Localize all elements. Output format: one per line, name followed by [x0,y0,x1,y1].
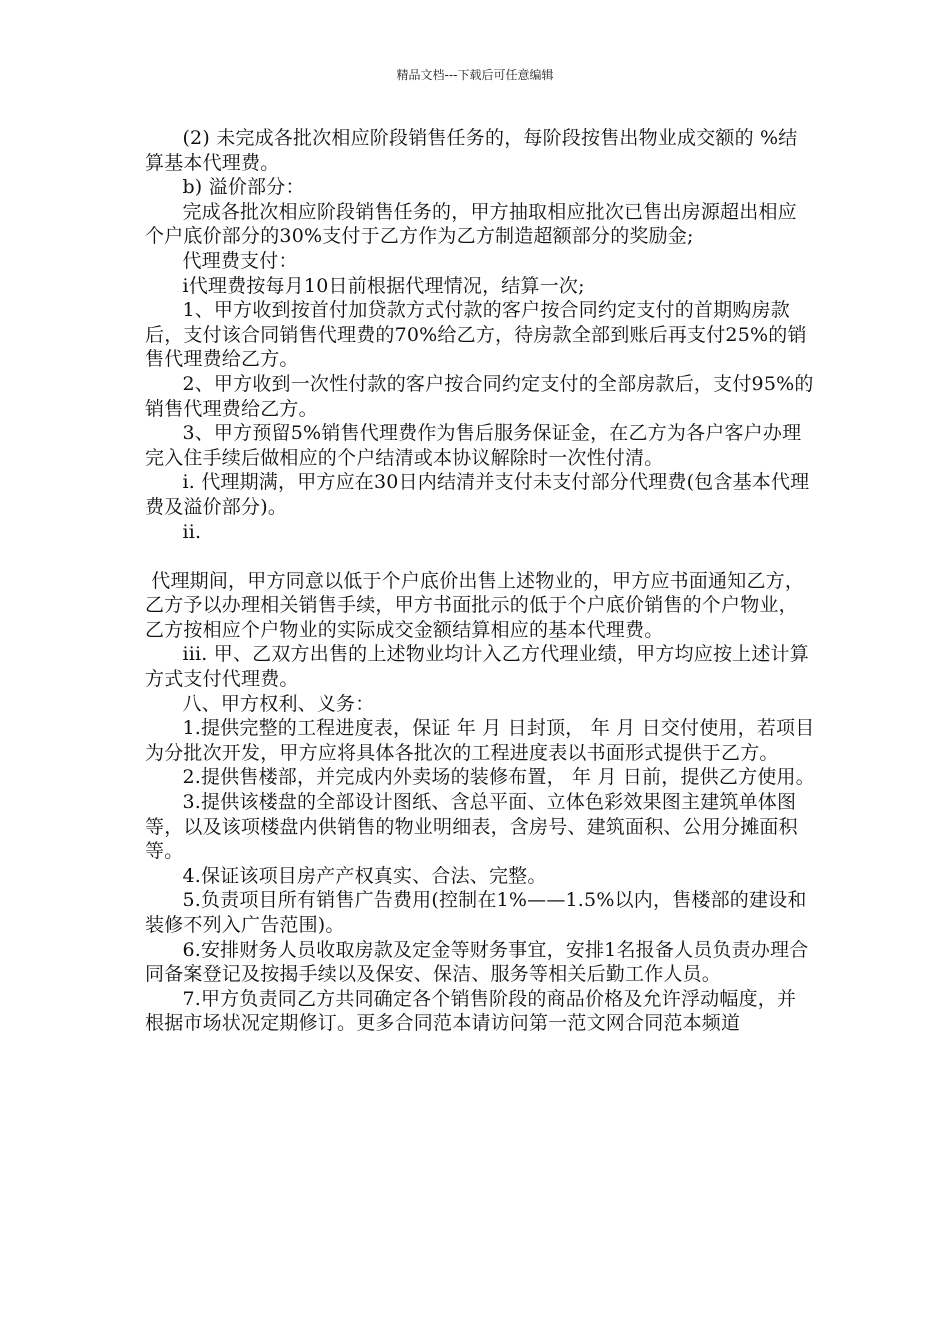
paragraph: 3.提供该楼盘的全部设计图纸、含总平面、立体色彩效果图主建筑单体图等，以及该项楼盘内供销售的物业明细表，含房号、建筑面积、公用分摊面积等。 [145,791,798,863]
paragraph: 2.提供售楼部，并完成内外卖场的装修布置， 年 月 日前，提供乙方使用。 [145,766,815,789]
paragraph: 1、甲方收到按首付加贷款方式付款的客户按合同约定支付的首期购房款后，支付该合同销售代理费的70%给乙方，待房款全部到账后再支付25%的销售代理费给乙方。 [145,299,807,371]
section-heading: 八、甲方权利、义务： [145,692,375,715]
paragraph: 完成各批次相应阶段销售任务的，甲方抽取相应批次已售出房源超出相应个户底价部分的30%支付于乙方作为乙方制造超额部分的奖励金; [145,200,797,248]
paragraph: i. 代理期满，甲方应在30日内结清并支付未支付部分代理费(包含基本代理费及溢价部分)。 [145,471,810,518]
paragraph: b) 溢价部分： [145,176,305,199]
document-body [145,126,815,1036]
paragraph: 3、甲方预留5%销售代理费作为售后服务保证金，在乙方为各户客户办理完入住手续后做相应的个户结清或本协议解除时一次性付清。 [145,422,802,469]
paragraph: ii. [145,520,202,543]
paragraph: i代理费按每月10日前根据代理情况，结算一次; [145,274,585,297]
paragraph: 4.保证该项目房产产权真实、合法、完整。 [145,864,547,887]
paragraph: 7.甲方负责同乙方共同确定各个销售阶段的商品价格及允许浮动幅度，并根据市场状况定期修订。更多合同范本请访问第一范文网合同范本频道 [145,987,797,1035]
page-header: 精品文档---下载后可任意编辑 [396,68,554,82]
paragraph: 代理费支付： [145,249,298,272]
paragraph: 5.负责项目所有销售广告费用(控制在1%——1.5%以内，售楼部的建设和装修不列入广告范围)。 [145,889,807,936]
paragraph: 2、甲方收到一次性付款的客户按合同约定支付的全部房款后，支付95%的销售代理费给乙方。 [145,372,814,420]
paragraph: 6.安排财务人员收取房款及定金等财务事宜，安排1名报备人员负责办理合同备案登记及按揭手续以及保安、保洁、服务等相关后勤工作人员。 [145,938,809,986]
paragraph: iii. 甲、乙双方出售的上述物业均计入乙方代理业绩，甲方均应按上述计算方式支付代理费。 [145,643,809,691]
paragraph: 1.提供完整的工程进度表，保证 年 月 日封顶， 年 月 日交付使用，若项目为分批次开发，甲方应将具体各批次的工程进度表以书面形式提供于乙方。 [145,717,815,764]
blank-line [145,544,815,569]
paragraph: 代理期间，甲方同意以低于个户底价出售上述物业的，甲方应书面通知乙方，乙方予以办理相关销售手续，甲方书面批示的低于个户底价销售的个户物业，乙方按相应个户物业的实际成交金额结算相应的基本代理费。 [145,569,805,641]
paragraph: (2) 未完成各批次相应阶段销售任务的，每阶段按售出物业成交额的 %结算基本代理费。 [145,127,798,174]
